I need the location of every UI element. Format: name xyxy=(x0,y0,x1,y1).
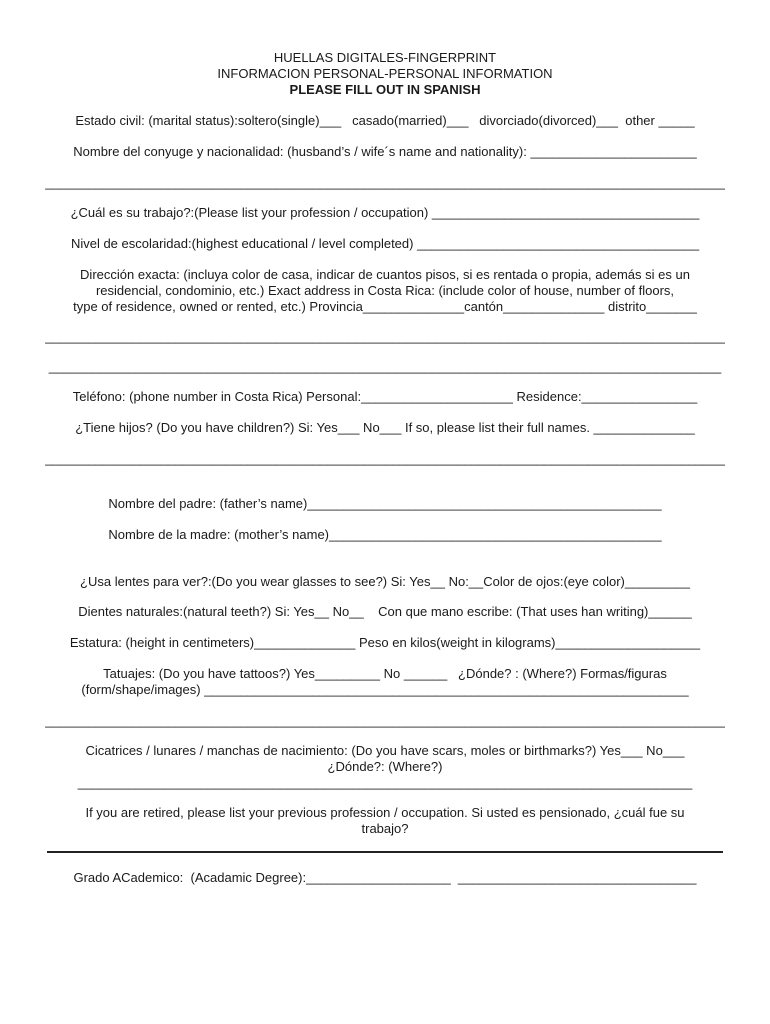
title-instructions: PLEASE FILL OUT IN SPANISH xyxy=(289,82,481,97)
blank-line[interactable]: ______________________________________________________________________________________________ xyxy=(45,175,725,190)
spouse-name-field[interactable]: Nombre del conyuge y nacionalidad: (husband’s / wife´s name and nationality): _______________________ xyxy=(73,144,697,159)
address-instructions-line1: Dirección exacta: (incluya color de casa, indicar de cuantos pisos, si es rentada o propia, además si es un xyxy=(80,267,690,282)
occupation-field[interactable]: ¿Cuál es su trabajo?:(Please list your profession / occupation) _____________________________________ xyxy=(70,205,700,220)
academic-degree-field[interactable]: Grado ACademico: (Acadamic Degree):____________________ _________________________________ xyxy=(73,870,697,885)
retired-instructions-line2: trabajo? xyxy=(361,821,409,836)
tattoos-field[interactable]: Tatuajes: (Do you have tattoos?) Yes_________ No ______ ¿Dónde? : (Where?) Formas/figuras xyxy=(103,666,667,681)
title-fingerprint: HUELLAS DIGITALES-FINGERPRINT xyxy=(273,50,497,65)
blank-line[interactable]: ______________________________________________________________________________________________ xyxy=(45,451,725,466)
address-field[interactable]: type of residence, owned or rented, etc.) Provincia______________cantón______________ distrito_______ xyxy=(73,299,697,314)
blank-line[interactable]: ______________________________________________________________________________________________ xyxy=(45,329,725,344)
blank-line[interactable]: ______________________________________________________________________________________________ xyxy=(45,713,725,728)
title-personal-info: INFORMACION PERSONAL-PERSONAL INFORMATION xyxy=(217,66,553,81)
mother-name-field[interactable]: Nombre de la madre: (mother’s name)______________________________________________ xyxy=(108,527,662,542)
scars-field[interactable]: Cicatrices / lunares / manchas de nacimiento: (Do you have scars, moles or birthmarks?) Yes___ No___ xyxy=(85,743,685,758)
children-field[interactable]: ¿Tiene hijos? (Do you have children?) Si: Yes___ No___ If so, please list their full names. ______________ xyxy=(75,420,695,435)
scars-where-label: ¿Dónde?: (Where?) xyxy=(327,759,443,774)
retired-instructions-line1: If you are retired, please list your previous profession / occupation. Si usted es pensionado, ¿cuál fue su xyxy=(85,805,685,820)
education-field[interactable]: Nivel de escolaridad:(highest educational / level completed) _______________________________________ xyxy=(70,236,700,251)
tattoos-shape-field[interactable]: (form/shape/images) ___________________________________________________________________ xyxy=(81,682,689,697)
teeth-handedness-field[interactable]: Dientes naturales:(natural teeth?) Si: Yes__ No__ Con que mano escribe: (That uses han writing)______ xyxy=(78,604,692,619)
blank-line[interactable]: _____________________________________________________________________________________ xyxy=(77,775,693,790)
glasses-field[interactable]: ¿Usa lentes para ver?:(Do you wear glasses to see?) Si: Yes__ No:__Color de ojos:(eye color)_________ xyxy=(80,574,690,589)
height-weight-field[interactable]: Estatura: (height in centimeters)______________ Peso en kilos(weight in kilograms)____________________ xyxy=(69,635,701,650)
father-name-field[interactable]: Nombre del padre: (father’s name)_________________________________________________ xyxy=(108,496,662,511)
marital-status-field[interactable]: Estado civil: (marital status):soltero(single)___ casado(married)___ divorciado(divorced)___ other _____ xyxy=(75,113,695,128)
phone-field[interactable]: Teléfono: (phone number in Costa Rica) Personal:_____________________ Residence:________________ xyxy=(72,389,698,404)
blank-line[interactable]: _____________________________________________________________________________________________ xyxy=(48,359,722,374)
address-instructions-line2: residencial, condominio, etc.) Exact address in Costa Rica: (include color of house, number of floors, xyxy=(95,283,675,298)
separator-rule xyxy=(47,851,723,853)
